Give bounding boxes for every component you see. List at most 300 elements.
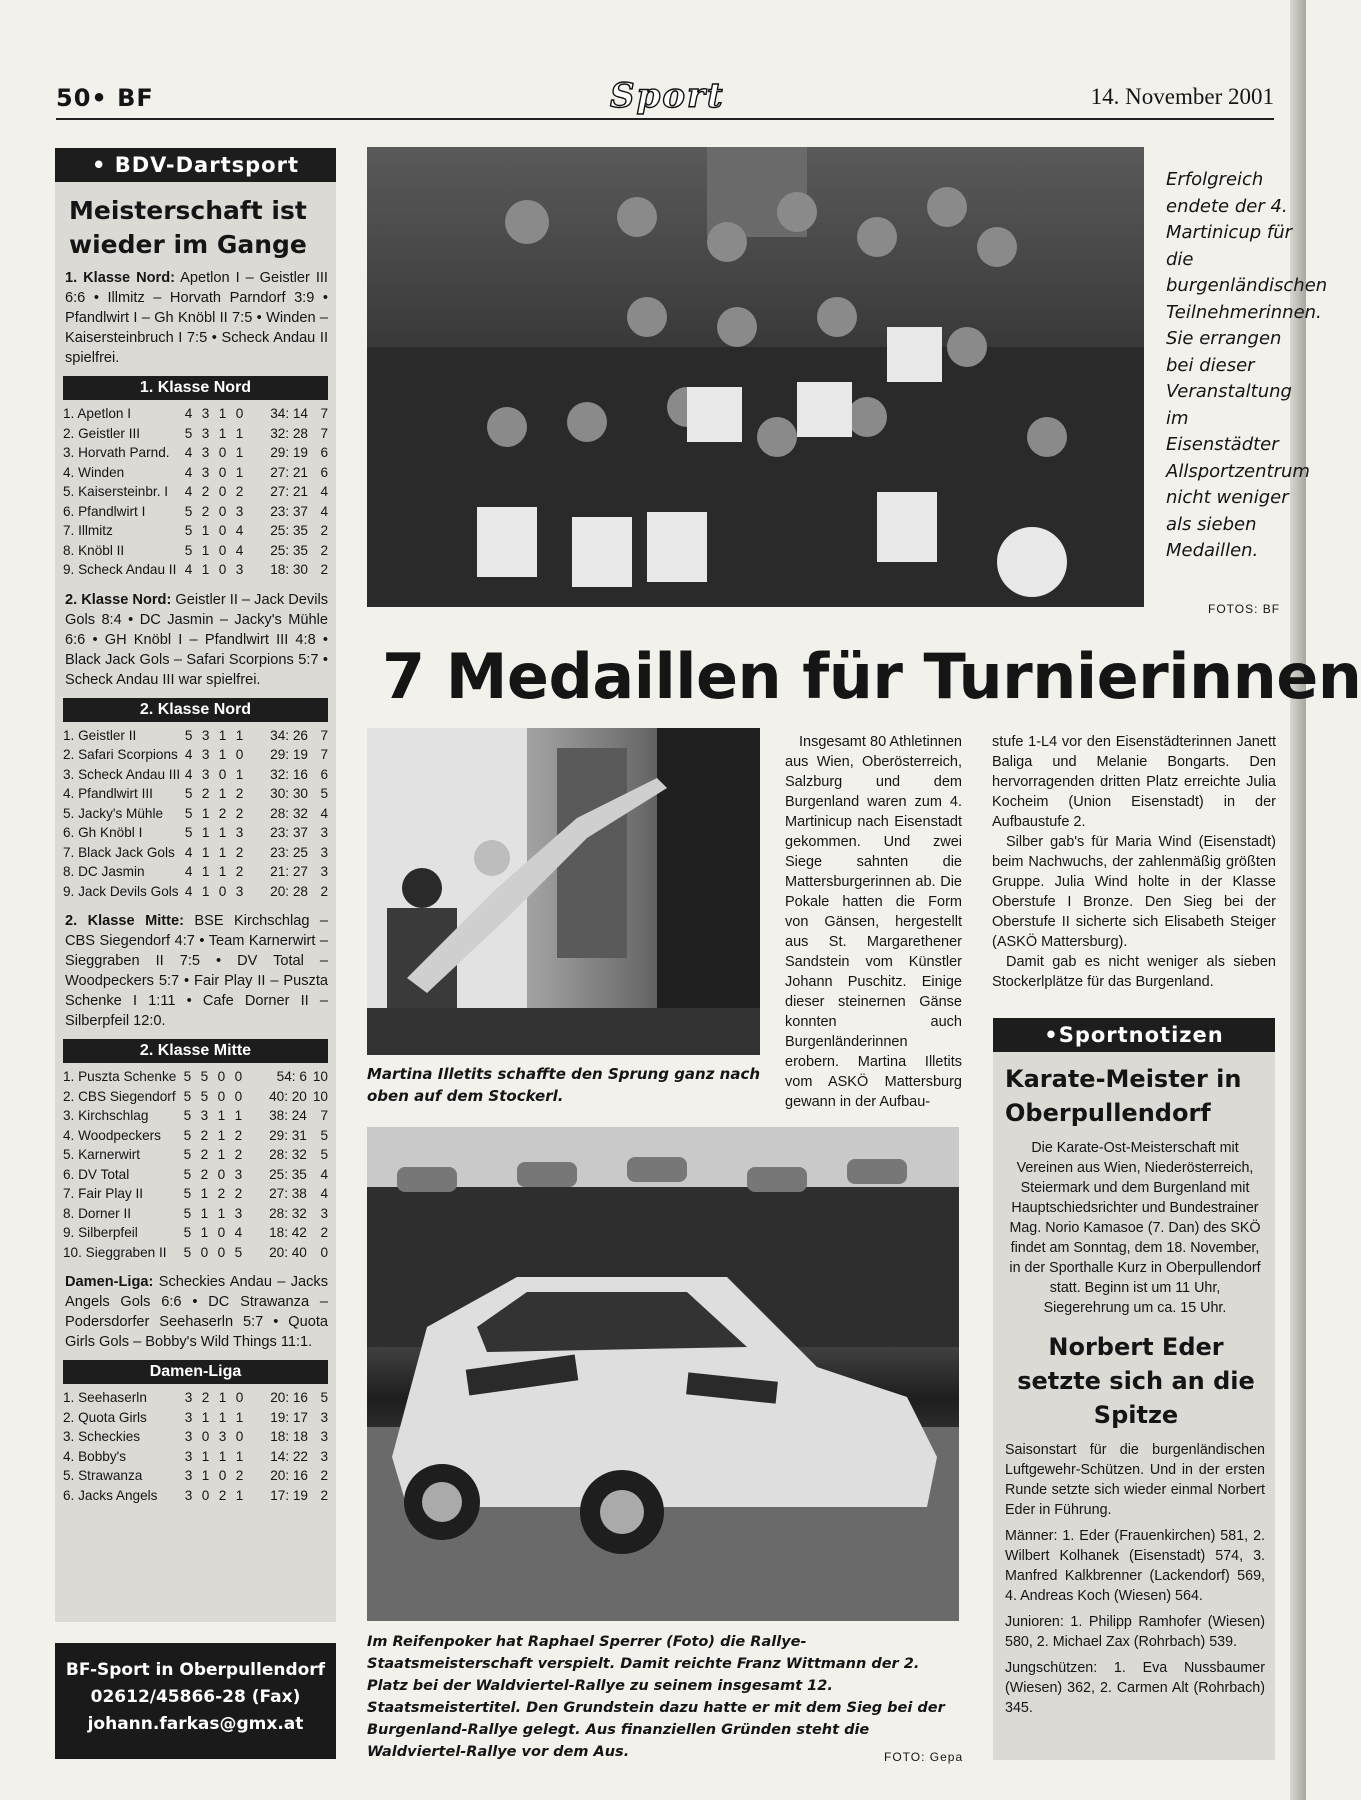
table-cell: 4 <box>320 805 328 821</box>
team-name: 4. Pfandlwirt III <box>63 786 153 801</box>
team-name: 3. Scheckies <box>63 1429 141 1444</box>
table-cell: 2 <box>320 523 328 538</box>
table-cell: 5 <box>200 1088 209 1104</box>
team-name: 2. Quota Girls <box>63 1409 147 1425</box>
table-cell: 5 <box>234 1244 243 1260</box>
table-title: Damen-Liga <box>63 1360 328 1384</box>
table-title: 2. Klasse Nord <box>63 698 328 722</box>
table-cell: 3 <box>184 1409 193 1425</box>
table-row <box>63 1145 328 1165</box>
table-cell: 20: 28 <box>270 883 308 899</box>
table-cell: 5 <box>184 805 193 821</box>
table-row <box>63 804 328 824</box>
notes-paragraph: Männer: 1. Eder (Frauenkirchen) 581, 2. Wilbert Kolhanek (Eisenstadt) 574, 3. Manfred Kalkbrenner (Lackendorf) 569, 4. Andreas Koch (Wiesen) 564. <box>1005 1528 1265 1604</box>
table-cell: 0 <box>218 542 227 558</box>
article-paragraph: Damit gab es nicht weniger als sieben Stockerlplätze für das Burgenland. <box>992 954 1276 990</box>
table-cell: 28: 32 <box>270 805 308 821</box>
table-cell: 3 <box>235 562 244 577</box>
table-cell: 5 <box>183 1186 192 1201</box>
table-cell: 3 <box>201 464 210 480</box>
table-row <box>63 745 328 765</box>
table-cell: 3 <box>320 844 328 860</box>
dartsport-sidebar <box>55 148 336 1622</box>
table-cell: 3 <box>320 825 328 840</box>
table-cell: 3 <box>234 1166 243 1182</box>
table-cell: 1 <box>218 747 227 762</box>
table-cell: 3 <box>320 864 328 879</box>
sidebar-heading: • BDV-Dartsport <box>55 148 336 182</box>
table-cell: 5 <box>183 1069 192 1084</box>
table-row <box>63 784 328 804</box>
table-cell: 10 <box>312 1069 328 1084</box>
table-cell: 5 <box>184 425 193 441</box>
table-row <box>63 1427 328 1447</box>
table-cell: 0 <box>234 1088 243 1104</box>
table-cell: 3 <box>320 1205 328 1221</box>
table-cell: 3 <box>201 747 210 762</box>
table-cell: 0 <box>200 1244 209 1260</box>
table-cell: 3 <box>184 1468 193 1483</box>
contact-title: BF-Sport in Oberpullendorf <box>65 1660 326 1680</box>
table-cell: 2 <box>235 786 244 801</box>
table-cell: 23: 37 <box>270 825 308 840</box>
table-cell: 4 <box>184 562 193 577</box>
team-name: 10. Sieggraben II <box>63 1244 167 1260</box>
table-cell: 5 <box>320 786 328 801</box>
table-cell: 2 <box>320 883 328 899</box>
table-cell: 21: 27 <box>270 864 308 879</box>
table-cell: 4 <box>235 542 244 558</box>
results-paragraph: 2. Klasse Mitte: BSE Kirchschlag – CBS Siegendorf 4:7 • Team Karnerwirt – Sieggraben II 7:5 • DV Total – Woodpeckers 5:7 • Fair Play II – Puszta Schenke I 1:11 • Cafe Dorner II – Silberpfeil 12:0. <box>65 913 328 1029</box>
team-name: 9. Scheck Andau II <box>63 562 177 577</box>
table-row <box>63 1106 328 1126</box>
notes-heading: •Sportnotizen <box>993 1018 1275 1052</box>
table-cell: 1 <box>235 1409 244 1425</box>
results-paragraph: 1. Klasse Nord: Apetlon I – Geistler III 6:6 • Illmitz – Horvath Parndorf 3:9 • Pfandlwirt I – Gh Knöbl II 7:5 • Winden – Kaisersteinbruch I 7:5 • Scheck Andau II spielfrei. <box>65 270 328 366</box>
table-cell: 0 <box>218 1468 227 1483</box>
table-cell: 2 <box>201 786 210 801</box>
team-photo-caption: Erfolgreich endete der 4. Martinicup für die burgenländischen Teilnehmerinnen. Sie errangen bei dieser Veranstaltung im Eisenstädter Allsportzentrum nicht weniger als sieben Medaillen. <box>1166 169 1328 561</box>
table-cell: 1 <box>235 464 244 480</box>
table-cell: 3 <box>201 406 210 421</box>
table-cell: 2 <box>235 1468 244 1483</box>
table-cell: 5 <box>184 825 193 840</box>
team-name: 5. Strawanza <box>63 1468 143 1483</box>
team-name: 6. Jacks Angels <box>63 1487 158 1503</box>
table-cell: 1 <box>201 562 210 577</box>
table-cell: 4 <box>184 464 193 480</box>
table-cell: 1 <box>218 844 227 860</box>
table-cell: 3 <box>235 825 244 840</box>
table-cell: 29: 19 <box>270 747 308 762</box>
table-cell: 0 <box>217 1225 226 1240</box>
team-name: 8. DC Jasmin <box>63 864 145 879</box>
table-cell: 5 <box>320 1390 328 1405</box>
table-cell: 1 <box>218 1448 227 1464</box>
table-row <box>63 1466 328 1486</box>
article-paragraph: Insgesamt 80 Athletinnen aus Wien, Oberösterreich, Salzburg und dem Burgenland waren zum 4. Martinicup nach Eisenstadt gekommen. Und zwei Siege sahnten die Mattersburgerinnen ab. Die Pokale hatten die Form von Gänsen, hergestellt aus St. Margarethener Sandstein vom Künstler Johann Puschitz. Einige dieser steinernen Gänse konnten auch Burgenländerinnen erobern. Martina Illetits vom ASKÖ Mattersburg gewann in der Aufbau- <box>785 734 962 1110</box>
gymnast-photo <box>367 728 760 1055</box>
standings-table <box>63 404 328 580</box>
table-cell: 4 <box>184 883 193 899</box>
table-row <box>63 1126 328 1146</box>
table-cell: 7 <box>320 747 328 762</box>
notes-paragraph: Die Karate-Ost-Meisterschaft mit Vereinen aus Wien, Niederösterreich, Steiermark und dem Burgenland mit Hauptschiedsrichter und Bundestrainer Mag. Norio Kamasoe (7. Dan) des SKÖ findet am Sonntag, dem 18. November, in der Sporthalle Kurz in Oberpullendorf statt. Beginn ist um 11 Uhr, Siegerehrung um ca. 15 Uhr. <box>1009 1140 1261 1316</box>
rally-photo <box>367 1127 959 1621</box>
table-cell: 0 <box>217 1069 226 1084</box>
table-cell: 0 <box>235 406 244 421</box>
table-row <box>63 1165 328 1185</box>
table-cell: 0 <box>218 562 227 577</box>
table-cell: 1 <box>200 1225 209 1240</box>
table-cell: 4 <box>320 484 328 499</box>
table-cell: 3 <box>320 1448 328 1464</box>
table-row <box>63 726 328 746</box>
table-cell: 1 <box>201 542 210 558</box>
table-cell: 2 <box>201 1390 210 1405</box>
table-cell: 2 <box>200 1147 209 1162</box>
team-name: 6. DV Total <box>63 1166 130 1182</box>
table-cell: 7 <box>320 727 328 743</box>
table-cell: 4 <box>235 523 244 538</box>
table-cell: 38: 24 <box>269 1108 307 1123</box>
table-cell: 2 <box>234 1127 243 1143</box>
table-cell: 1 <box>235 1448 244 1464</box>
section-title: Sport <box>610 76 725 116</box>
table-cell: 7 <box>320 425 328 441</box>
table-cell: 25: 35 <box>269 1166 307 1182</box>
notes-paragraph: Junioren: 1. Philipp Ramhofer (Wiesen) 580, 2. Michael Zax (Rohrbach) 539. <box>1005 1614 1265 1650</box>
article-column-2 <box>992 732 1276 992</box>
table-cell: 1 <box>201 883 210 899</box>
table-cell: 3 <box>184 1390 193 1405</box>
table-cell: 0 <box>320 1244 328 1260</box>
table-cell: 1 <box>218 864 227 879</box>
team-name: 5. Karnerwirt <box>63 1147 141 1162</box>
table-cell: 17: 19 <box>270 1487 308 1503</box>
table-cell: 40: 20 <box>269 1088 307 1104</box>
notes-paragraph: Jungschützen: 1. Eva Nussbaumer (Wiesen) 362, 2. Carmen Alt (Rohrbach) 345. <box>1005 1660 1265 1716</box>
table-row <box>63 1067 328 1087</box>
table-cell: 6 <box>320 766 328 782</box>
team-name: 3. Kirchschlag <box>63 1108 149 1123</box>
table-cell: 34: 26 <box>270 727 308 743</box>
table-row <box>63 1204 328 1224</box>
table-cell: 4 <box>320 1186 328 1201</box>
table-cell: 1 <box>235 1487 244 1503</box>
table-cell: 0 <box>218 464 227 480</box>
table-cell: 1 <box>201 1468 210 1483</box>
team-photo <box>367 147 1144 607</box>
table-cell: 2 <box>320 542 328 558</box>
team-name: 5. Jacky's Mühle <box>63 805 164 821</box>
team-name: 7. Fair Play II <box>63 1186 144 1201</box>
table-cell: 2 <box>235 805 244 821</box>
table-row <box>63 424 328 444</box>
team-name: 5. Kaisersteinbr. I <box>63 484 169 499</box>
table-cell: 2 <box>320 1225 328 1240</box>
table-cell: 1 <box>235 425 244 441</box>
table-cell: 2 <box>235 484 244 499</box>
table-cell: 2 <box>200 1127 209 1143</box>
team-name: 1. Puszta Schenke <box>63 1069 177 1084</box>
table-cell: 1 <box>235 727 244 743</box>
rally-photo-graphic <box>367 1127 959 1621</box>
table-cell: 1 <box>201 1448 210 1464</box>
table-cell: 4 <box>184 747 193 762</box>
table-cell: 2 <box>201 484 210 499</box>
table-cell: 32: 28 <box>270 425 308 441</box>
table-cell: 5 <box>320 1127 328 1143</box>
table-cell: 5 <box>184 542 193 558</box>
team-name: 1. Seehaserln <box>63 1390 147 1405</box>
table-title: 2. Klasse Mitte <box>63 1039 328 1063</box>
table-cell: 20: 40 <box>269 1244 307 1260</box>
table-cell: 18: 42 <box>269 1225 307 1240</box>
table-cell: 3 <box>201 445 210 460</box>
table-row <box>63 1388 328 1408</box>
table-cell: 2 <box>218 805 227 821</box>
table-cell: 29: 19 <box>270 445 308 460</box>
table-cell: 14: 22 <box>270 1448 308 1464</box>
table-cell: 0 <box>218 503 227 519</box>
table-row <box>63 843 328 863</box>
table-cell: 4 <box>184 445 193 460</box>
contact-fax: 02612/45866-28 (Fax) <box>90 1687 301 1707</box>
sportnotizen-box <box>993 1018 1275 1760</box>
table-cell: 19: 17 <box>270 1409 308 1425</box>
table-cell: 27: 38 <box>269 1186 307 1201</box>
table-cell: 1 <box>218 425 227 441</box>
table-cell: 1 <box>200 1205 209 1221</box>
table-row <box>63 1447 328 1467</box>
table-cell: 1 <box>217 1127 226 1143</box>
table-cell: 5 <box>200 1069 209 1084</box>
table-cell: 4 <box>184 844 193 860</box>
team-name: 8. Knöbl II <box>63 542 125 558</box>
table-cell: 1 <box>235 766 244 782</box>
table-row <box>63 1184 328 1204</box>
table-cell: 1 <box>201 864 210 879</box>
table-cell: 4 <box>184 406 193 421</box>
table-cell: 5 <box>183 1127 192 1143</box>
header-rule <box>56 118 1274 120</box>
table-cell: 5 <box>184 786 193 801</box>
team-name: 2. Safari Scorpions <box>63 747 178 762</box>
table-cell: 25: 35 <box>270 542 308 558</box>
table-row <box>63 823 328 843</box>
table-cell: 1 <box>200 1186 209 1201</box>
table-cell: 5 <box>183 1088 192 1104</box>
table-cell: 1 <box>218 825 227 840</box>
table-cell: 2 <box>320 1487 328 1503</box>
results-paragraph: 2. Klasse Nord: Geistler II – Jack Devils Gols 8:4 • DC Jasmin – Jacky's Mühle 6:6 • GH Knöbl I – Pfandlwirt III 4:8 • Black Jack Gols – Safari Scorpions 5:7 • Scheck Andau III war spielfrei. <box>65 591 328 688</box>
table-cell: 0 <box>235 747 244 762</box>
table-cell: 4 <box>184 864 193 879</box>
table-cell: 3 <box>234 1205 243 1221</box>
table-cell: 1 <box>218 406 227 421</box>
team-name: 9. Silberpfeil <box>63 1225 138 1240</box>
table-cell: 5 <box>183 1205 192 1221</box>
table-row <box>63 560 328 580</box>
table-row <box>63 1408 328 1428</box>
table-cell: 3 <box>320 1409 328 1425</box>
table-cell: 4 <box>320 1166 328 1182</box>
team-name: 1. Apetlon I <box>63 406 132 421</box>
table-cell: 28: 32 <box>269 1147 307 1162</box>
table-cell: 23: 37 <box>270 503 308 519</box>
table-row <box>63 521 328 541</box>
table-cell: 4 <box>234 1225 243 1240</box>
article-column-1 <box>785 732 962 1112</box>
table-cell: 0 <box>234 1069 243 1084</box>
table-cell: 1 <box>201 844 210 860</box>
notes-headline: Karate-Meister in Oberpullendorf <box>1005 1065 1242 1127</box>
table-cell: 34: 14 <box>270 406 308 421</box>
table-row <box>63 862 328 882</box>
table-cell: 6 <box>320 464 328 480</box>
table-cell: 2 <box>234 1147 243 1162</box>
notes-paragraph: Saisonstart für die burgenländischen Luftgewehr-Schützen. Und in der ersten Runde setzte sich wieder einmal Norbert Eder in Führung. <box>1005 1442 1265 1518</box>
notes-headline: Norbert Eder setzte sich an die Spitze <box>1017 1333 1255 1429</box>
table-row <box>63 541 328 561</box>
table-row <box>63 463 328 483</box>
table-cell: 23: 25 <box>270 844 308 860</box>
table-cell: 0 <box>218 484 227 499</box>
rally-photo-caption: Im Reifenpoker hat Raphael Sperrer (Foto) die Rallye-Staatsmeisterschaft verspielt. Damit reichte Franz Wittmann der 2. Platz bei der Waldviertel-Rallye zu seinem insgesamt 12. Staatsmeistertitel. Den Grundstein dazu hatte er mit dem Sieg bei der Burgenland-Rallye gelegt. Aus finanziellen Gründen steht die Waldviertel-Rallye vor dem Aus. <box>367 1634 945 1760</box>
table-cell: 0 <box>201 1487 210 1503</box>
table-cell: 1 <box>218 786 227 801</box>
table-cell: 1 <box>201 523 210 538</box>
team-name: 9. Jack Devils Gols <box>63 883 179 899</box>
table-cell: 1 <box>201 825 210 840</box>
table-cell: 2 <box>200 1166 209 1182</box>
standings-table <box>63 1388 328 1505</box>
table-cell: 1 <box>234 1108 243 1123</box>
table-cell: 2 <box>234 1186 243 1201</box>
team-name: 7. Black Jack Gols <box>63 844 175 860</box>
table-cell: 2 <box>217 1186 226 1201</box>
contact-email: johann.farkas@gmx.at <box>87 1714 304 1734</box>
gymnast-photo-caption: Martina Illetits schaffte den Sprung ganz nach oben auf dem Stockerl. <box>367 1065 761 1105</box>
table-row <box>63 765 328 785</box>
photo-credit: FOTOS: BF <box>1208 602 1281 616</box>
table-cell: 1 <box>201 805 210 821</box>
standings-table <box>63 726 328 902</box>
table-cell: 5 <box>184 503 193 519</box>
issue-date: 14. November 2001 <box>1090 84 1274 109</box>
table-cell: 28: 32 <box>269 1205 307 1221</box>
table-cell: 2 <box>235 864 244 879</box>
table-cell: 1 <box>217 1205 226 1221</box>
table-cell: 0 <box>235 1429 244 1444</box>
team-name: 3. Scheck Andau III <box>63 766 181 782</box>
table-row <box>63 404 328 424</box>
table-row <box>63 1486 328 1506</box>
table-cell: 3 <box>218 1429 227 1444</box>
team-name: 8. Dorner II <box>63 1205 131 1221</box>
table-cell: 29: 31 <box>269 1127 307 1143</box>
team-name: 3. Horvath Parnd. <box>63 445 170 460</box>
table-cell: 7 <box>320 1108 328 1123</box>
table-row <box>63 1243 328 1263</box>
table-cell: 3 <box>184 1448 193 1464</box>
team-name: 4. Woodpeckers <box>63 1127 161 1143</box>
table-row <box>63 1087 328 1107</box>
table-cell: 1 <box>235 445 244 460</box>
table-cell: 1 <box>217 1147 226 1162</box>
table-cell: 10 <box>312 1088 328 1104</box>
table-cell: 3 <box>201 766 210 782</box>
table-cell: 18: 18 <box>270 1429 308 1444</box>
article-paragraph: Silber gab's für Maria Wind (Eisenstadt) beim Nachwuchs, der zahlenmäßig größten Gruppe. Julia Wind holte in der Klasse Oberstufe I Bronze. Den Sieg bei der Oberstufe II sicherte sich Elisabeth Steiger (ASKÖ Mattersburg). <box>992 834 1276 950</box>
gymnast-photo-graphic <box>367 728 760 1055</box>
table-cell: 2 <box>235 844 244 860</box>
table-cell: 3 <box>200 1108 209 1123</box>
table-cell: 54: 6 <box>276 1069 307 1084</box>
table-cell: 4 <box>184 484 193 499</box>
table-cell: 5 <box>184 523 193 538</box>
table-cell: 3 <box>184 1429 193 1444</box>
table-cell: 1 <box>218 1409 227 1425</box>
photo-credit: FOTO: Gepa <box>884 1750 964 1764</box>
table-row <box>63 482 328 502</box>
table-cell: 3 <box>201 425 210 441</box>
page-number: 50• BF <box>56 84 154 112</box>
table-cell: 5 <box>183 1166 192 1182</box>
table-cell: 3 <box>235 883 244 899</box>
table-cell: 3 <box>201 727 210 743</box>
table-cell: 0 <box>217 1088 226 1104</box>
table-cell: 3 <box>320 1429 328 1444</box>
team-name: 4. Winden <box>63 464 125 480</box>
table-cell: 2 <box>218 1487 227 1503</box>
table-row <box>63 443 328 463</box>
team-name: 6. Gh Knöbl I <box>63 825 143 840</box>
table-cell: 30: 30 <box>270 786 308 801</box>
article-headline: 7 Medaillen für Turnierinnen <box>382 640 1361 713</box>
sidebar-title: Meisterschaft ist wieder im Gange <box>69 196 307 259</box>
table-cell: 5 <box>183 1147 192 1162</box>
table-row <box>63 882 328 902</box>
table-cell: 20: 16 <box>270 1390 308 1405</box>
table-cell: 5 <box>183 1244 192 1260</box>
results-paragraph: Damen-Liga: Scheckies Andau – Jacks Angels Gols 6:6 • DC Strawanza – Podersdorfer Seehaserln 5:7 • Quota Girls Gols – Bobby's Wild Things 11:1. <box>65 1274 328 1350</box>
table-cell: 6 <box>320 445 328 460</box>
table-cell: 27: 21 <box>270 484 308 499</box>
table-cell: 0 <box>217 1244 226 1260</box>
team-photo-graphic <box>367 147 1144 607</box>
team-name: 4. Bobby's <box>63 1448 127 1464</box>
table-cell: 3 <box>184 1487 193 1503</box>
table-cell: 5 <box>320 1147 328 1162</box>
table-cell: 0 <box>201 1429 210 1444</box>
table-cell: 1 <box>217 1108 226 1123</box>
article-paragraph: stufe 1-L4 vor den Eisenstädterinnen Janett Baliga und Melanie Bongarts. Den hervorragenden dritten Platz erreichte Julia Kocheim (Union Eisenstadt) in der Aufbaustufe 2. <box>992 734 1276 830</box>
team-name: 1. Geistler II <box>63 727 137 743</box>
team-name: 2. Geistler III <box>63 425 141 441</box>
contact-box <box>55 1643 336 1759</box>
table-cell: 25: 35 <box>270 523 308 538</box>
standings-table <box>63 1067 328 1262</box>
table-cell: 7 <box>320 406 328 421</box>
table-cell: 1 <box>218 1390 227 1405</box>
table-cell: 4 <box>184 766 193 782</box>
table-cell: 2 <box>201 503 210 519</box>
team-name: 2. CBS Siegendorf <box>63 1088 176 1104</box>
table-cell: 27: 21 <box>270 464 308 480</box>
table-cell: 0 <box>218 883 227 899</box>
